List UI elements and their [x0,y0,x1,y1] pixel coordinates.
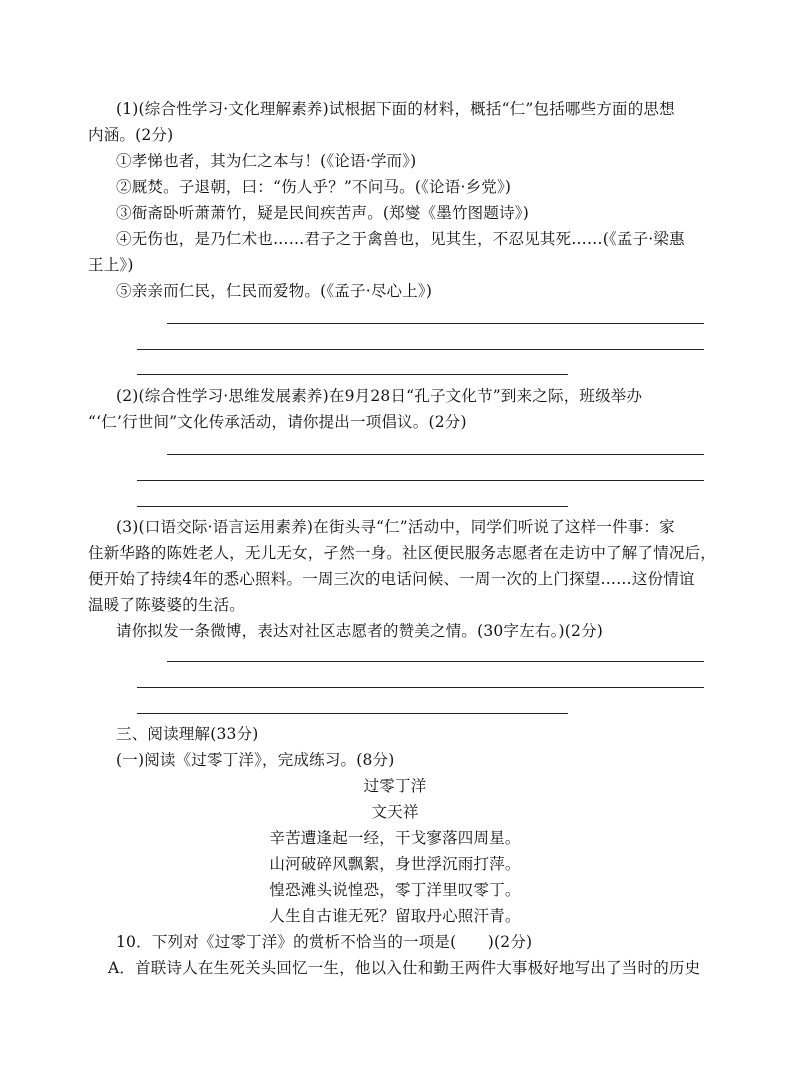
poem-author: 文天祥 [371,803,419,821]
q3-line-4: 温暖了陈婆婆的生活。 [88,596,246,614]
q2-line-1: (2)(综合性学习·思维发展素养)在9月28日“孔子文化节”到来之际，班级举办 [116,387,643,405]
poem-line-1: 辛苦遭逢起一经，干戈寥落四周星。 [269,829,521,847]
poem-line-2: 山河破碎风飘絮，身世浮沉雨打萍。 [269,855,521,873]
q1-item-4: ④无伤也，是乃仁术也……君子之于禽兽也，见其生，不忍见其死……(《孟子·梁惠 [116,230,685,248]
poem-line-4: 人生自古谁无死？留取丹心照汗青。 [269,907,521,925]
q1-item-1: ①孝悌也者，其为仁之本与！(《论语·学而》) [116,152,417,170]
section-subheading: (一)阅读《过零丁洋》，完成练习。(8分) [116,751,395,769]
answer-line[interactable] [137,506,568,507]
q1-line-1: (1)(综合性学习·文化理解素养)试根据下面的材料，概括“仁”包括哪些方面的思想 [116,100,675,118]
q10-option-a[interactable]: A．首联诗人在生死关头回忆一生，他以入仕和勤王两件大事极好地写出了当时的历史 [108,959,701,977]
q1-item-3: ③衙斋卧听萧萧竹，疑是民间疾苦声。(郑燮《墨竹图题诗》) [116,204,529,222]
poem-title: 过零丁洋 [363,777,427,795]
answer-line[interactable] [137,349,704,350]
answer-line[interactable] [137,713,568,714]
section-heading: 三、阅读理解(33分) [116,725,259,743]
q10-stem: 10．下列对《过零丁洋》的赏析不恰当的一项是( )(2分) [116,933,533,951]
answer-line[interactable] [167,661,704,662]
q1-item-5: ⑤亲亲而仁民，仁民而爱物。(《孟子·尽心上》) [116,282,433,300]
q3-line-3: 便开始了持续4年的悉心照料。一周三次的电话问候、一周一次的上门探望……这份情谊 [88,570,695,588]
answer-line[interactable] [137,480,704,481]
answer-line[interactable] [137,687,704,688]
poem-line-3: 惶恐滩头说惶恐，零丁洋里叹零丁。 [269,881,521,899]
q1-line-2: 内涵。(2分) [88,126,174,144]
answer-line[interactable] [137,374,568,375]
q1-item-2: ②厩焚。子退朝，曰：“伤人乎？”不问马。(《论语·乡党》) [116,178,512,196]
answer-line[interactable] [167,323,704,324]
q2-line-2: “‘仁’行世间”文化传承活动，请你提出一项倡议。(2分) [88,413,467,431]
q3-line-5: 请你拟发一条微博，表达对社区志愿者的赞美之情。(30字左右。)(2分) [116,622,604,640]
answer-line[interactable] [167,454,704,455]
q1-item-4-cont: 王上》) [88,256,134,274]
q3-line-2: 住新华路的陈姓老人，无儿无女，孑然一身。社区便民服务志愿者在走访中了解了情况后， [88,544,717,562]
q3-line-1: (3)(口语交际·语言运用素养)在街头寻“仁”活动中，同学们听说了这样一件事：家 [116,518,675,536]
